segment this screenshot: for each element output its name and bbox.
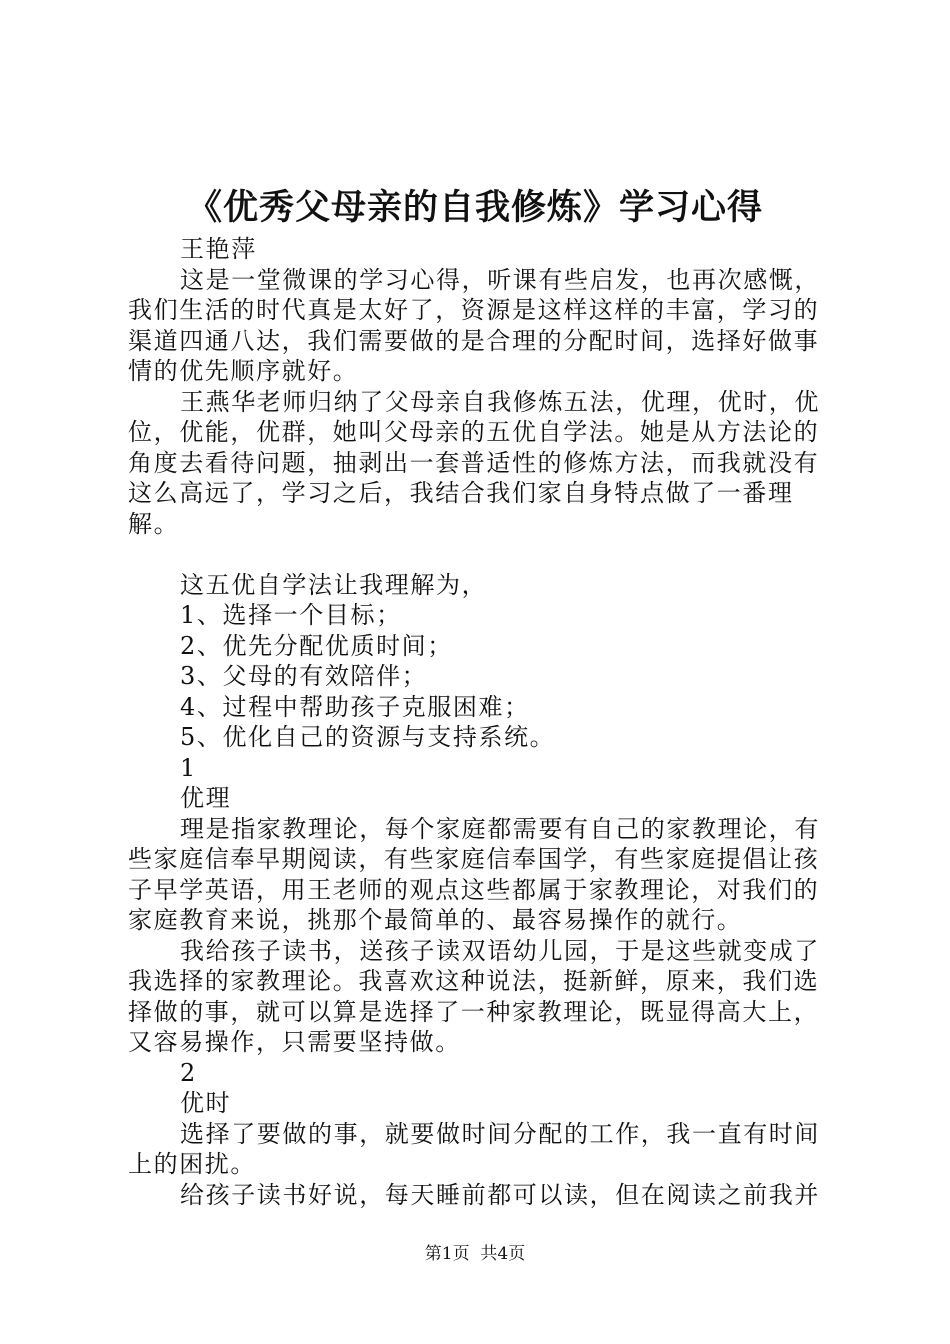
list-item: 5、优化自己的资源与支持系统。 [180, 723, 556, 751]
paragraph: 王燕华老师归纳了父母亲自我修炼五法，优理，优时，优位，优能，优群，她叫父母亲的五优自学法。她是从方法论的角度去看待问题，抽剥出一套普适性的修炼方法，而我就没有这么高远了，学习之后，我结合我们家自身特点做了一番理解。 [128, 387, 820, 538]
list-item: 4、过程中帮助孩子克服困难； [180, 692, 530, 721]
page-total: 共4页 [480, 1244, 526, 1264]
section-number: 2 [180, 1058, 197, 1087]
list-item: 1、选择一个目标； [180, 601, 402, 629]
paragraph: 选择了要做的事，就要做时间分配的工作，我一直有时间上的困扰。 [128, 1119, 820, 1178]
document-title: 《优秀父母亲的自我修炼》学习心得 [186, 188, 763, 228]
list-item: 3、父母的有效陪伴； [180, 662, 428, 690]
paragraph: 我给孩子读书，送孩子读双语幼儿园，于是这些就变成了我选择的家教理论。我喜欢这种说法，挺新鲜，原来，我们选择做的事，就可以算是选择了一种家教理论，既显得高大上，又容易操作，只需要坚持做。 [128, 936, 820, 1056]
page-footer [0, 1243, 950, 1265]
list-item: 2、优先分配优质时间； [180, 631, 453, 660]
paragraph: 理是指家教理论，每个家庭都需要有自己的家教理论，有些家庭信奉早期阅读，有些家庭信奉国学，有些家庭提倡让孩子早学英语，用王老师的观点这些都属于家教理论，对我们的家庭教育来说，挑那个最简单的、最容易操作的就行。 [128, 814, 820, 934]
blank-line [128, 539, 838, 570]
section-number: 1 [180, 753, 197, 782]
section-heading: 优时 [180, 1089, 232, 1117]
paragraph: 这是一堂微课的学习心得，听课有些启发，也再次感慨，我们生活的时代真是太好了，资源是这样这样的丰富，学习的渠道四通八达，我们需要做的是合理的分配时间，选择好做事情的优先顺序就好。 [128, 265, 820, 385]
document-body [128, 234, 838, 1210]
page-number: 第1页 [424, 1244, 470, 1264]
paragraph: 给孩子读书好说，每天睡前都可以读，但在阅读之前我并 [180, 1180, 820, 1209]
author-name: 王艳萍 [180, 235, 257, 263]
section-heading: 优理 [180, 784, 232, 812]
list-intro: 这五优自学法让我理解为， [180, 570, 488, 599]
